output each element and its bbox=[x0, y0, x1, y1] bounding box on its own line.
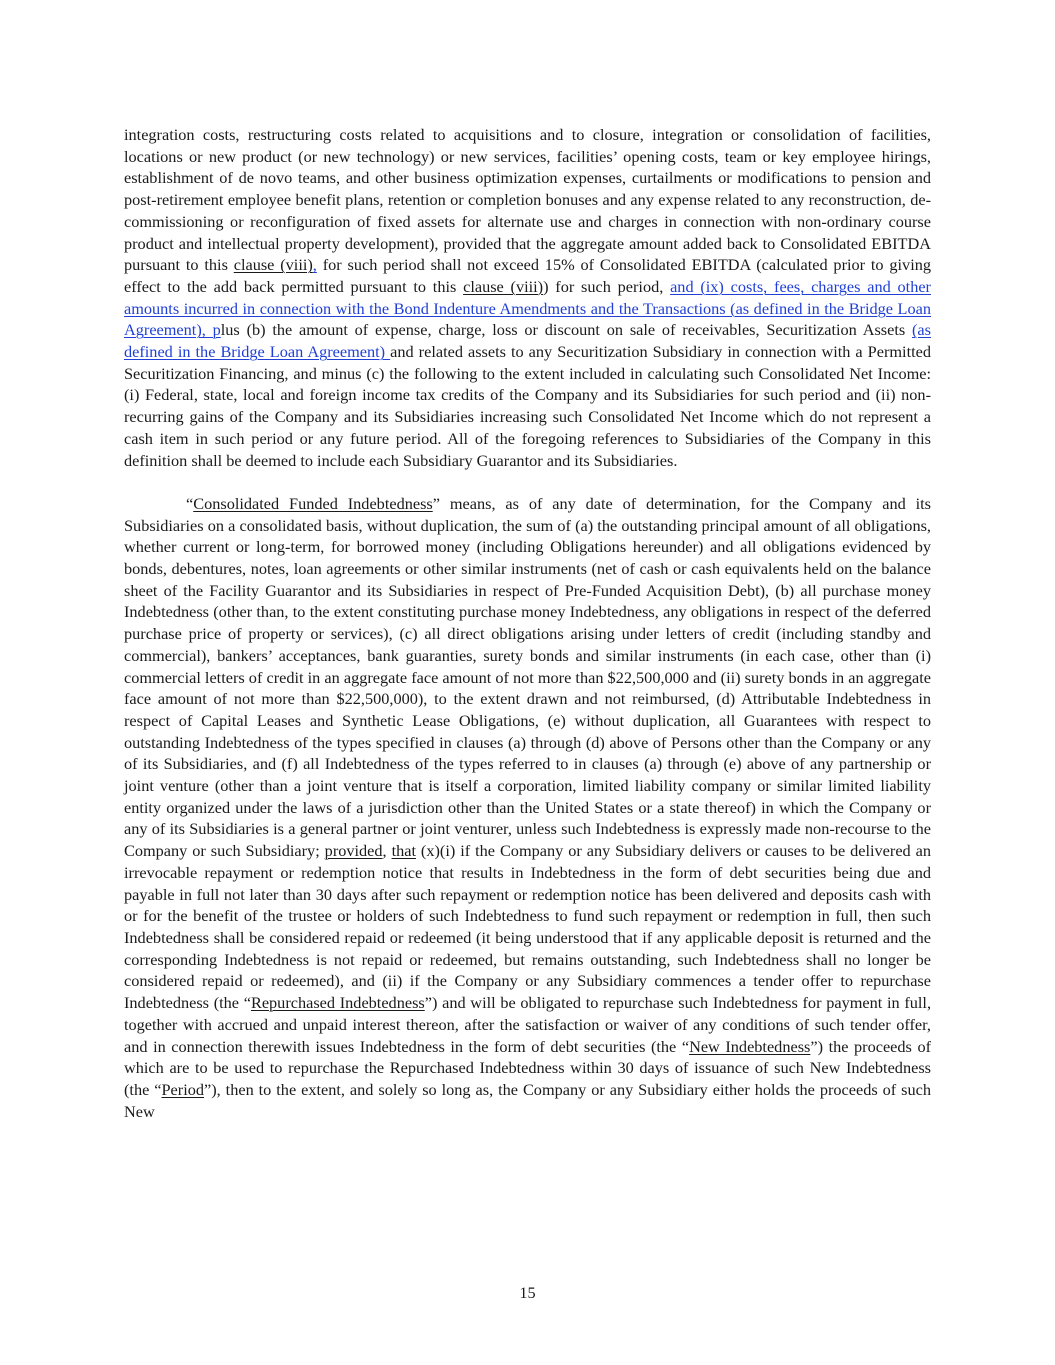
text-segment: integration costs, restructuring costs related to acquisitions and to closure, integration or consolidation of facilities, locations or new product (or new technology) or new services, facilities’ opening costs, team or key employee hirings, establishment of de novo teams, and other business optimization expenses, curtailments or modifications to pension and post-retirement employee benefit plans, retention or completion bonuses and any expense related to any reconstruction, de-commissioning or reconfiguration of fixed assets for alternate use and charges in connection with non-ordinary course product and intellectual property development), provided that the aggregate amount added back to Consolidated EBITDA pursuant to this bbox=[124, 125, 931, 275]
text-segment: ”) and will be obligated to repurchase such Indebtedness for payment in full, together with accrued and unpaid interest thereon, after the satisfaction or waiver of any conditions of such tender offer, and in connection therewith issues Indebtedness in the form of debt securities (the “ bbox=[124, 993, 932, 1056]
inserted-text: and (ix) costs, fees, charges and other amounts incurred in connection with the Bond Indenture Amendments and the Transactions (as defined in the Bridge Loan Agreement), p bbox=[124, 276, 931, 340]
text-segment: ” means, as of any date of determination, for the Company and its Subsidiaries on a consolidated basis, without duplication, the sum of (a) the outstanding principal amount of all obligations, whether current or long-term, for borrowed money (including Obligations hereunder) and all obligations evidenced by bonds, debentures, notes, loan agreements or other similar instruments (net of cash or cash equivalents held on the balance sheet of the Facility Guarantor and its Subsidiaries in respect of Pre-Funded Acquisition Debt), (b) all purchase money Indebtedness (other than, to the extent constituting purchase money Indebtedness, any obligations in respect of the deferred purchase price of property or services), (c) all direct obligations arising under letters of credit (including standby and commercial), bankers’ acceptances, bank guaranties, surety bonds and similar instruments (in each case, other than (i) commercial letters of credit in an aggregate face amount of not more than $22,500,000 and (ii) surety bonds in an aggregate face amount of not more than $22,500,000), to the extent drawn and not reimbursed, (d) Attributable Indebtedness in respect of Capital Leases and Synthetic Lease Obligations, (e) without duplication, all Guarantees with respect to outstanding Indebtedness of the types specified in clauses (a) through (d) above of Persons other than the Company or any of its Subsidiaries, and (f) all Indebtedness of the types referred to in clauses (a) through (e) above of any partnership or joint venture (other than a joint venture that is itself a corporation, limited liability company or similar limited liability entity organized under the laws of a jurisdiction other than the United States or a state thereof) in which the Company or any of its Subsidiaries is a general partner or joint venturer, unless such Indebtedness is expressly made non-recourse to the Company or such Subsidiary; bbox=[124, 493, 931, 861]
inserted-text: , bbox=[312, 255, 317, 275]
document-page bbox=[124, 124, 931, 1122]
clause-reference: clause (viii) bbox=[233, 255, 313, 275]
text-segment: (x)(i) if the Company or any Subsidiary delivers or causes to be delivered an irrevocable repayment or redemption notice that results in Indebtedness in the form of debt securities being due and payable in full not later than 30 days after such repayment or redemption notice has been delivered and deposits cash with or for the benefit of the trustee or holders of such Indebtedness to fund such repayment or redemption in full, then such Indebtedness shall be considered repaid or redeemed (it being understood that if any applicable deposit is returned and the corresponding Indebtedness is not repaid or redeemed, but remains outstanding, such Indebtedness shall no longer be considered repaid or redeemed), and (ii) if the Company or any Subsidiary commences a tender offer to repurchase Indebtedness (the “ bbox=[124, 841, 931, 1013]
paragraph-consolidated-ebitda-continued bbox=[124, 124, 931, 471]
defined-term: New Indebtedness bbox=[689, 1036, 811, 1056]
text-segment: ”), then to the extent, and solely so long as, the Company or any Subsidiary either holds the proceeds of such New bbox=[124, 1079, 932, 1121]
defined-term: Consolidated Funded Indebtedness bbox=[193, 493, 433, 513]
that-keyword: that bbox=[391, 841, 416, 861]
clause-reference: clause (viii) bbox=[463, 276, 544, 296]
text-segment: “ bbox=[186, 493, 194, 513]
text-segment: for such period shall not exceed 15% of Consolidated EBITDA (calculated prior to giving effect to the add back permitted pursuant to this bbox=[124, 255, 932, 296]
text-segment: , bbox=[382, 841, 392, 861]
paragraph-consolidated-funded-indebtedness bbox=[124, 493, 931, 1122]
text-segment: ”) the proceeds of which are to be used to repurchase the Repurchased Indebtedness within 30 days of issuance of such New Indebtedness (the “ bbox=[124, 1036, 932, 1099]
page-number: 15 bbox=[519, 1283, 536, 1302]
defined-term: Repurchased Indebtedness bbox=[250, 993, 425, 1013]
provided-keyword: provided bbox=[324, 841, 383, 861]
text-segment: and related assets to any Securitization Subsidiary in connection with a Permitted Securitization Financing, and minus (c) the following to the extent included in calculating such Consolidated Net Income: (i) Federal, state, local and foreign income tax credits of the Company and its Subsidiaries for such period and (ii) non-recurring gains of the Company and its Subsidiaries increasing such Consolidated Net Income which do not represent a cash item in such period or any future period. All of the foregoing references to Subsidiaries of the Company in this definition shall be deemed to include each Subsidiary Guarantor and its Subsidiaries. bbox=[124, 342, 931, 470]
defined-term: Period bbox=[161, 1079, 205, 1099]
inserted-text: (as defined in the Bridge Loan Agreement) bbox=[124, 320, 931, 362]
text-segment: lus (b) the amount of expense, charge, loss or discount on sale of receivables, Securitization Assets bbox=[220, 320, 913, 340]
text-segment: ) for such period, bbox=[543, 276, 671, 296]
